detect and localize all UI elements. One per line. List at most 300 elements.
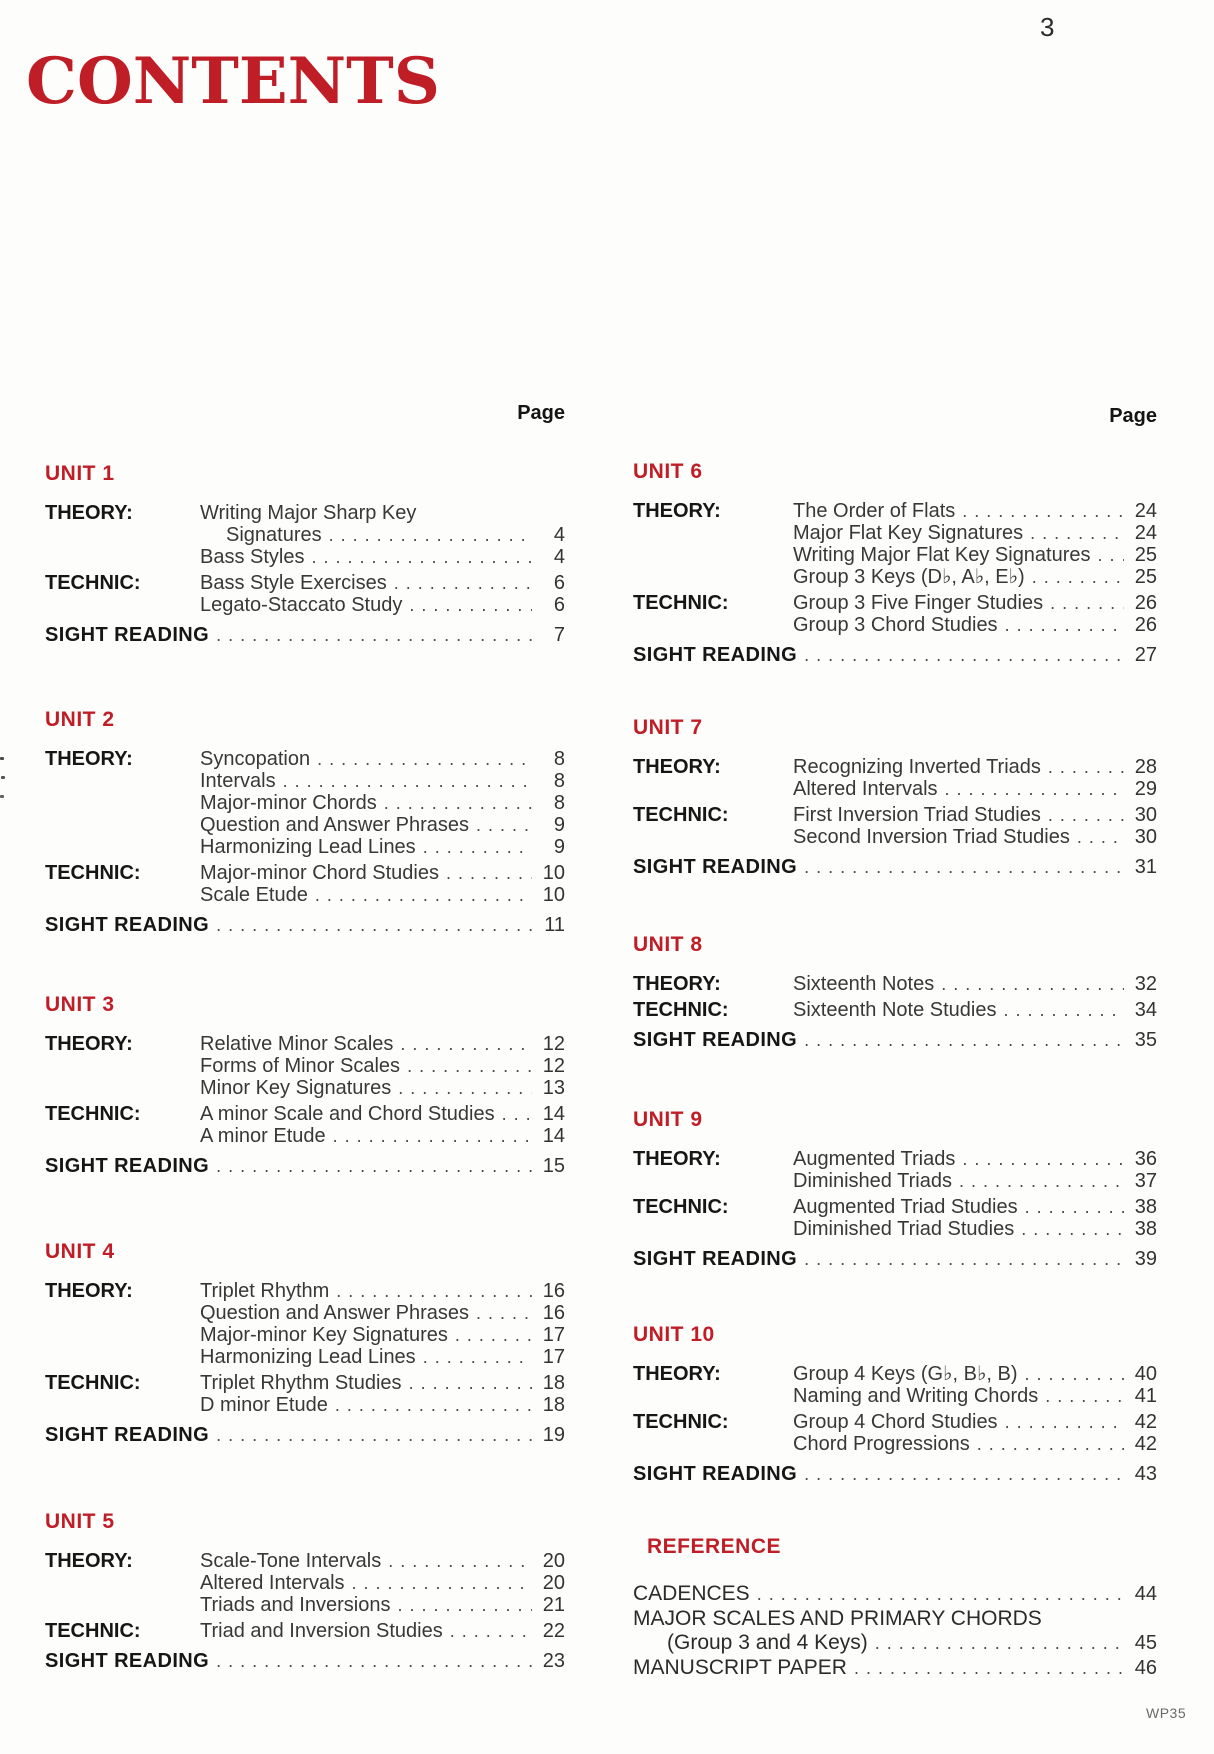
toc-entry bbox=[793, 756, 1157, 778]
entry-page-number: 26 bbox=[1134, 614, 1157, 636]
entry-page-number: 12 bbox=[542, 1033, 565, 1055]
entry-list bbox=[200, 1280, 565, 1368]
dot-leader bbox=[216, 624, 532, 646]
dot-leader bbox=[1005, 614, 1124, 636]
entry-title: Altered Intervals bbox=[200, 1572, 345, 1594]
entry-page-number: 20 bbox=[542, 1550, 565, 1572]
dot-leader bbox=[329, 524, 532, 546]
entry-list bbox=[793, 500, 1157, 588]
toc-column-right bbox=[633, 0, 1157, 1754]
toc-entry bbox=[793, 522, 1157, 544]
entry-title: A minor Scale and Chord Studies bbox=[200, 1103, 495, 1125]
entry-page-number: 9 bbox=[553, 814, 565, 836]
entry-page-number: 8 bbox=[553, 748, 565, 770]
entry-page-number: 41 bbox=[1134, 1385, 1157, 1407]
dot-leader bbox=[977, 1433, 1124, 1455]
entry-title: Triads and Inversions bbox=[200, 1594, 391, 1616]
section-heading: UNIT 1 bbox=[45, 462, 115, 485]
section-heading: UNIT 8 bbox=[633, 933, 703, 956]
page-title: CONTENTS bbox=[26, 44, 440, 119]
toc-entry bbox=[200, 1280, 565, 1302]
entry-list bbox=[200, 572, 565, 616]
dot-leader bbox=[1025, 1363, 1125, 1385]
entry-list bbox=[793, 804, 1157, 848]
entry-title: Syncopation bbox=[200, 748, 311, 770]
entry-page-number: 42 bbox=[1134, 1433, 1157, 1455]
toc-group bbox=[633, 756, 1157, 800]
group-label: TECHNIC: bbox=[45, 1372, 141, 1394]
group-label: THEORY: bbox=[45, 748, 133, 770]
toc-entry bbox=[793, 778, 1157, 800]
dot-leader bbox=[945, 778, 1124, 800]
toc-entry bbox=[200, 748, 565, 770]
entry-page-number: 4 bbox=[553, 524, 565, 546]
toc-entry bbox=[200, 1033, 565, 1055]
toc-entry bbox=[793, 826, 1157, 848]
dot-leader bbox=[397, 1594, 532, 1616]
dot-leader bbox=[352, 1572, 532, 1594]
entry-page-number: 32 bbox=[1134, 973, 1157, 995]
dot-leader bbox=[1077, 826, 1124, 848]
toc-group bbox=[45, 1280, 565, 1368]
entry-page-number: 38 bbox=[1134, 1218, 1157, 1240]
group-label: THEORY: bbox=[633, 500, 721, 522]
sight-reading-label: SIGHT READING bbox=[633, 1029, 798, 1051]
entry-list bbox=[200, 1550, 565, 1616]
entry-page-number: 30 bbox=[1134, 826, 1157, 848]
entry-page-number: 16 bbox=[542, 1302, 565, 1324]
entry-page-number: 27 bbox=[1134, 644, 1157, 666]
entry-title: Bass Style Exercises bbox=[200, 572, 387, 594]
toc-entry bbox=[793, 1385, 1157, 1407]
entry-title: Group 3 Keys (D♭, A♭, E♭) bbox=[793, 566, 1025, 588]
entry-page-number: 4 bbox=[553, 546, 565, 568]
sight-reading-label: SIGHT READING bbox=[45, 1650, 210, 1672]
entry-page-number: 17 bbox=[542, 1324, 565, 1346]
toc-group bbox=[633, 1363, 1157, 1407]
entry-page-number: 45 bbox=[1134, 1632, 1157, 1654]
entry-list bbox=[793, 1148, 1157, 1192]
entry-title: Harmonizing Lead Lines bbox=[200, 1346, 416, 1368]
entry-page-number: 39 bbox=[1134, 1248, 1157, 1270]
entry-title: (Group 3 and 4 Keys) bbox=[667, 1631, 868, 1654]
entry-page-number: 29 bbox=[1134, 778, 1157, 800]
entry-page-number: 11 bbox=[544, 914, 565, 936]
entry-page-number: 36 bbox=[1134, 1148, 1157, 1170]
section-heading: UNIT 7 bbox=[633, 716, 703, 739]
entry-page-number: 6 bbox=[553, 572, 565, 594]
section-heading: UNIT 5 bbox=[45, 1510, 115, 1533]
group-label: THEORY: bbox=[633, 973, 721, 995]
dot-leader bbox=[283, 770, 532, 792]
entry-title: Augmented Triads bbox=[793, 1148, 956, 1170]
entry-page-number: 21 bbox=[542, 1594, 565, 1616]
sight-reading-label: SIGHT READING bbox=[633, 1248, 798, 1270]
dot-leader bbox=[476, 814, 532, 836]
toc-entry bbox=[793, 1363, 1157, 1385]
toc-entry bbox=[793, 1411, 1157, 1433]
dot-leader bbox=[1098, 544, 1124, 566]
dot-leader bbox=[398, 1077, 532, 1099]
toc-group bbox=[45, 1033, 565, 1099]
group-label: TECHNIC: bbox=[633, 999, 729, 1021]
entry-title: D minor Etude bbox=[200, 1394, 328, 1416]
entry-list bbox=[793, 592, 1157, 636]
dot-leader bbox=[216, 1155, 532, 1177]
entry-title: Forms of Minor Scales bbox=[200, 1055, 401, 1077]
entry-page-number: 22 bbox=[542, 1620, 565, 1642]
dot-leader bbox=[804, 856, 1124, 878]
entry-title: Intervals bbox=[200, 770, 276, 792]
group-label: TECHNIC: bbox=[45, 862, 141, 884]
dot-leader bbox=[1050, 592, 1124, 614]
entry-page-number: 44 bbox=[1134, 1583, 1157, 1605]
toc-section bbox=[633, 1535, 1157, 1681]
entry-page-number: 28 bbox=[1134, 756, 1157, 778]
toc-section bbox=[633, 933, 1157, 1051]
dot-leader bbox=[216, 1650, 532, 1672]
toc-section bbox=[45, 1510, 565, 1672]
entry-list bbox=[200, 862, 565, 906]
dot-leader bbox=[1045, 1385, 1124, 1407]
dot-leader bbox=[1025, 1196, 1124, 1218]
reference-entry bbox=[633, 1582, 1157, 1606]
entry-page-number: 40 bbox=[1134, 1363, 1157, 1385]
dot-leader bbox=[315, 884, 532, 906]
entry-list bbox=[793, 756, 1157, 800]
dot-leader bbox=[1048, 756, 1124, 778]
dot-leader bbox=[455, 1324, 532, 1346]
entry-list bbox=[793, 1196, 1157, 1240]
section-heading: UNIT 6 bbox=[633, 460, 703, 483]
sight-reading-label: SIGHT READING bbox=[45, 624, 210, 646]
dot-leader bbox=[804, 1463, 1124, 1485]
group-label: THEORY: bbox=[45, 1033, 133, 1055]
sight-reading-row bbox=[633, 1248, 1157, 1270]
entry-page-number: 38 bbox=[1134, 1196, 1157, 1218]
toc-entry bbox=[200, 524, 565, 546]
toc-entry bbox=[793, 1170, 1157, 1192]
toc-entry bbox=[200, 1346, 565, 1368]
group-label: THEORY: bbox=[633, 756, 721, 778]
toc-entry bbox=[793, 973, 1157, 995]
toc-entry bbox=[200, 884, 565, 906]
dot-leader bbox=[423, 836, 532, 858]
entry-page-number: 16 bbox=[542, 1280, 565, 1302]
toc-entry bbox=[200, 792, 565, 814]
entry-title: Diminished Triads bbox=[793, 1170, 952, 1192]
dot-leader bbox=[757, 1582, 1124, 1606]
entry-page-number: 34 bbox=[1134, 999, 1157, 1021]
entry-title: Writing Major Flat Key Signatures bbox=[793, 544, 1091, 566]
sight-reading-row bbox=[633, 644, 1157, 666]
dot-leader bbox=[384, 792, 532, 814]
toc-entry bbox=[200, 1394, 565, 1416]
entry-page-number: 15 bbox=[542, 1155, 565, 1177]
sight-reading-label: SIGHT READING bbox=[45, 1424, 210, 1446]
entry-list bbox=[200, 1033, 565, 1099]
dot-leader bbox=[336, 1280, 532, 1302]
entry-title: The Order of Flats bbox=[793, 500, 956, 522]
toc-section bbox=[633, 460, 1157, 666]
toc-entry bbox=[200, 1572, 565, 1594]
entry-title: Sixteenth Notes bbox=[793, 973, 935, 995]
reference-entry bbox=[633, 1656, 1157, 1680]
toc-entry bbox=[793, 1433, 1157, 1455]
dot-leader bbox=[1030, 522, 1124, 544]
sight-reading-label: SIGHT READING bbox=[633, 856, 798, 878]
dot-leader bbox=[407, 1055, 532, 1077]
toc-group bbox=[45, 1103, 565, 1147]
toc-entry bbox=[200, 1550, 565, 1572]
dot-leader bbox=[216, 1424, 532, 1446]
dot-leader bbox=[804, 1029, 1124, 1051]
dot-leader bbox=[1048, 804, 1124, 826]
toc-group bbox=[45, 862, 565, 906]
entry-title: MAJOR SCALES AND PRIMARY CHORDS bbox=[633, 1607, 1042, 1630]
sight-reading-row bbox=[633, 1463, 1157, 1485]
section-heading: UNIT 10 bbox=[633, 1323, 715, 1346]
entry-title: A minor Etude bbox=[200, 1125, 326, 1147]
toc-entry bbox=[200, 1372, 565, 1394]
entry-page-number: 17 bbox=[542, 1346, 565, 1368]
toc-group bbox=[45, 1372, 565, 1416]
entry-list bbox=[200, 502, 565, 568]
toc-section bbox=[633, 1108, 1157, 1270]
group-label: TECHNIC: bbox=[45, 572, 141, 594]
entry-title: Group 3 Five Finger Studies bbox=[793, 592, 1044, 614]
sight-reading-label: SIGHT READING bbox=[45, 1155, 210, 1177]
toc-group bbox=[45, 748, 565, 858]
entry-list bbox=[793, 973, 1157, 995]
toc-entry bbox=[200, 1594, 565, 1616]
toc-entry bbox=[200, 502, 565, 524]
entry-title: Major Flat Key Signatures bbox=[793, 522, 1024, 544]
toc-section bbox=[45, 708, 565, 936]
entry-title: Writing Major Sharp Key bbox=[200, 502, 417, 524]
reference-entry bbox=[633, 1607, 1157, 1630]
entry-page-number: 8 bbox=[553, 770, 565, 792]
entry-page-number: 19 bbox=[542, 1424, 565, 1446]
entry-page-number: 6 bbox=[553, 594, 565, 616]
dot-leader bbox=[335, 1394, 532, 1416]
toc-group bbox=[633, 592, 1157, 636]
entry-title: Scale Etude bbox=[200, 884, 308, 906]
toc-entry bbox=[200, 862, 565, 884]
entry-page-number: 42 bbox=[1134, 1411, 1157, 1433]
entry-title: Second Inversion Triad Studies bbox=[793, 826, 1070, 848]
entry-page-number: 30 bbox=[1134, 804, 1157, 826]
toc-entry bbox=[793, 566, 1157, 588]
toc-group bbox=[633, 973, 1157, 995]
sight-reading-label: SIGHT READING bbox=[45, 914, 210, 936]
entry-title: MANUSCRIPT PAPER bbox=[633, 1656, 847, 1679]
entry-page-number: 8 bbox=[553, 792, 565, 814]
entry-title: Major-minor Chord Studies bbox=[200, 862, 439, 884]
entry-title: Signatures bbox=[226, 524, 322, 546]
group-label: THEORY: bbox=[45, 502, 133, 524]
group-label: TECHNIC: bbox=[45, 1620, 141, 1642]
toc-entry bbox=[200, 572, 565, 594]
plate-code: WP35 bbox=[1146, 1705, 1187, 1721]
entry-title: Triplet Rhythm bbox=[200, 1280, 330, 1302]
entry-title: Scale-Tone Intervals bbox=[200, 1550, 382, 1572]
entry-page-number: 35 bbox=[1134, 1029, 1157, 1051]
dot-leader bbox=[962, 1148, 1124, 1170]
group-label: THEORY: bbox=[45, 1550, 133, 1572]
toc-entry bbox=[200, 814, 565, 836]
entry-title: First Inversion Triad Studies bbox=[793, 804, 1041, 826]
dot-leader bbox=[409, 594, 532, 616]
sight-reading-row bbox=[45, 1650, 565, 1672]
toc-entry bbox=[793, 544, 1157, 566]
entry-title: Diminished Triad Studies bbox=[793, 1218, 1015, 1240]
entry-page-number: 23 bbox=[542, 1650, 565, 1672]
toc-entry bbox=[200, 1302, 565, 1324]
dot-leader bbox=[400, 1033, 532, 1055]
entry-title: Chord Progressions bbox=[793, 1433, 970, 1455]
entry-page-number: 26 bbox=[1134, 592, 1157, 614]
sight-reading-row bbox=[45, 914, 565, 936]
dot-leader bbox=[394, 572, 532, 594]
entry-list bbox=[793, 1411, 1157, 1455]
sight-reading-label: SIGHT READING bbox=[633, 1463, 798, 1485]
entry-page-number: 46 bbox=[1134, 1657, 1157, 1679]
entry-page-number: 24 bbox=[1134, 522, 1157, 544]
entry-title: Triplet Rhythm Studies bbox=[200, 1372, 402, 1394]
toc-entry bbox=[200, 770, 565, 792]
toc-entry bbox=[793, 999, 1157, 1021]
toc-group bbox=[633, 1411, 1157, 1455]
toc-entry bbox=[200, 594, 565, 616]
entry-title: Harmonizing Lead Lines bbox=[200, 836, 416, 858]
dot-leader bbox=[1032, 566, 1124, 588]
dot-leader bbox=[423, 1346, 532, 1368]
dot-leader bbox=[804, 1248, 1124, 1270]
sight-reading-row bbox=[45, 624, 565, 646]
entry-title: Legato-Staccato Study bbox=[200, 594, 403, 616]
entry-page-number: 31 bbox=[1134, 856, 1157, 878]
entry-title: Group 4 Chord Studies bbox=[793, 1411, 998, 1433]
group-label: TECHNIC: bbox=[633, 1411, 729, 1433]
entry-list bbox=[793, 1363, 1157, 1407]
toc-group bbox=[633, 999, 1157, 1021]
sight-reading-row bbox=[633, 856, 1157, 878]
sight-reading-row bbox=[633, 1029, 1157, 1051]
entry-page-number: 18 bbox=[542, 1394, 565, 1416]
scan-artifact bbox=[0, 757, 4, 760]
sight-reading-row bbox=[45, 1424, 565, 1446]
section-heading: UNIT 3 bbox=[45, 993, 115, 1016]
entry-title: Major-minor Key Signatures bbox=[200, 1324, 448, 1346]
entry-title: CADENCES bbox=[633, 1582, 750, 1605]
dot-leader bbox=[854, 1656, 1124, 1680]
group-label: TECHNIC: bbox=[633, 804, 729, 826]
toc-entry bbox=[793, 1196, 1157, 1218]
entry-page-number: 12 bbox=[542, 1055, 565, 1077]
entry-title: Question and Answer Phrases bbox=[200, 1302, 470, 1324]
reference-entry bbox=[633, 1631, 1157, 1655]
entry-page-number: 18 bbox=[542, 1372, 565, 1394]
toc-entry bbox=[200, 836, 565, 858]
group-label: TECHNIC: bbox=[633, 592, 729, 614]
dot-leader bbox=[409, 1372, 532, 1394]
entry-page-number: 24 bbox=[1134, 500, 1157, 522]
toc-section bbox=[45, 1240, 565, 1446]
dot-leader bbox=[446, 862, 532, 884]
entry-list bbox=[200, 1372, 565, 1416]
group-label: TECHNIC: bbox=[633, 1196, 729, 1218]
section-heading: UNIT 4 bbox=[45, 1240, 115, 1263]
entry-page-number: 25 bbox=[1134, 544, 1157, 566]
toc-entry bbox=[793, 1218, 1157, 1240]
entry-title: Sixteenth Note Studies bbox=[793, 999, 997, 1021]
dot-leader bbox=[311, 546, 532, 568]
toc-section bbox=[45, 462, 565, 646]
toc-group bbox=[633, 804, 1157, 848]
entry-page-number: 20 bbox=[542, 1572, 565, 1594]
entry-title: Triad and Inversion Studies bbox=[200, 1620, 443, 1642]
entry-title: Group 3 Chord Studies bbox=[793, 614, 998, 636]
dot-leader bbox=[450, 1620, 532, 1642]
toc-entry bbox=[200, 1620, 565, 1642]
dot-leader bbox=[1005, 1411, 1124, 1433]
entry-page-number: 14 bbox=[542, 1103, 565, 1125]
toc-entry bbox=[200, 1125, 565, 1147]
toc-column-left bbox=[45, 0, 565, 1754]
entry-page-number: 14 bbox=[542, 1125, 565, 1147]
dot-leader bbox=[804, 644, 1124, 666]
toc-group bbox=[45, 572, 565, 616]
dot-leader bbox=[1003, 999, 1124, 1021]
entry-page-number: 10 bbox=[542, 884, 565, 906]
toc-entry bbox=[793, 804, 1157, 826]
toc-entry bbox=[793, 592, 1157, 614]
toc-group bbox=[45, 1550, 565, 1616]
entry-page-number: 13 bbox=[542, 1077, 565, 1099]
toc-entry bbox=[200, 1103, 565, 1125]
toc-group bbox=[45, 502, 565, 568]
dot-leader bbox=[875, 1631, 1124, 1655]
toc-entry bbox=[200, 546, 565, 568]
dot-leader bbox=[959, 1170, 1124, 1192]
toc-entry bbox=[200, 1077, 565, 1099]
entry-title: Augmented Triad Studies bbox=[793, 1196, 1018, 1218]
entry-list bbox=[200, 1103, 565, 1147]
group-label: THEORY: bbox=[633, 1148, 721, 1170]
group-label: THEORY: bbox=[633, 1363, 721, 1385]
toc-entry bbox=[793, 500, 1157, 522]
entry-title: Question and Answer Phrases bbox=[200, 814, 470, 836]
page-column-header-right: Page bbox=[1109, 405, 1157, 427]
dot-leader bbox=[388, 1550, 532, 1572]
entry-title: Altered Intervals bbox=[793, 778, 938, 800]
dot-leader bbox=[317, 748, 532, 770]
sight-reading-row bbox=[45, 1155, 565, 1177]
dot-leader bbox=[962, 500, 1124, 522]
toc-group bbox=[633, 1196, 1157, 1240]
entry-page-number: 25 bbox=[1134, 566, 1157, 588]
entry-page-number: 10 bbox=[542, 862, 565, 884]
entry-title: Naming and Writing Chords bbox=[793, 1385, 1039, 1407]
page-column-header-left: Page bbox=[517, 402, 565, 424]
entry-list bbox=[793, 999, 1157, 1021]
entry-title: Relative Minor Scales bbox=[200, 1033, 394, 1055]
entry-page-number: 7 bbox=[553, 624, 565, 646]
toc-group bbox=[45, 1620, 565, 1642]
entry-title: Group 4 Keys (G♭, B♭, B) bbox=[793, 1363, 1018, 1385]
entry-page-number: 43 bbox=[1134, 1463, 1157, 1485]
